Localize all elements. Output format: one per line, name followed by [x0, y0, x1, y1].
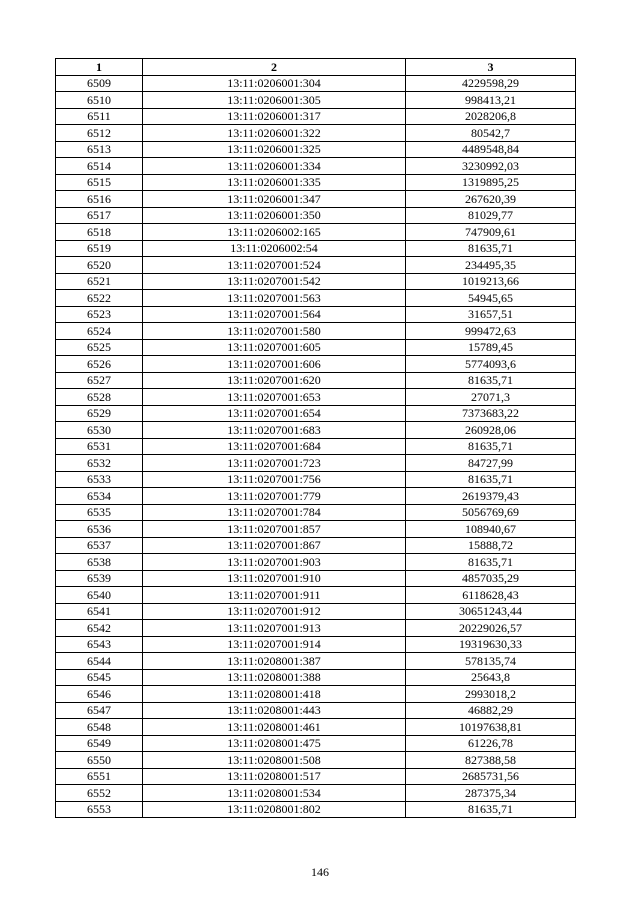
cadastral-number-cell: 13:11:0207001:620: [143, 372, 406, 389]
table-row: [56, 768, 576, 785]
row-number-cell: 6540: [56, 587, 143, 604]
row-number-cell: 6512: [56, 125, 143, 142]
cadastral-number-cell: 13:11:0207001:542: [143, 273, 406, 290]
value-cell: 81635,71: [406, 240, 576, 257]
cadastral-number-cell: 13:11:0208001:443: [143, 702, 406, 719]
table-row: [56, 801, 576, 818]
table-row: [56, 92, 576, 109]
value-cell: 998413,21: [406, 92, 576, 109]
cadastral-number-cell: 13:11:0206001:350: [143, 207, 406, 224]
value-cell: 1319895,25: [406, 174, 576, 191]
row-number-cell: 6526: [56, 356, 143, 373]
cadastral-number-cell: 13:11:0208001:461: [143, 719, 406, 736]
value-cell: 287375,34: [406, 785, 576, 802]
row-number-cell: 6536: [56, 521, 143, 538]
value-cell: 20229026,57: [406, 620, 576, 637]
row-number-cell: 6550: [56, 752, 143, 769]
value-cell: 19319630,33: [406, 636, 576, 653]
cadastral-number-cell: 13:11:0207001:684: [143, 438, 406, 455]
row-number-cell: 6545: [56, 669, 143, 686]
table-body: [56, 75, 576, 818]
table-row: [56, 158, 576, 175]
value-cell: 747909,61: [406, 224, 576, 241]
cadastral-number-cell: 13:11:0207001:654: [143, 405, 406, 422]
column-header: 3: [406, 59, 576, 76]
table-row: [56, 554, 576, 571]
cadastral-number-cell: 13:11:0207001:911: [143, 587, 406, 604]
value-cell: 267620,39: [406, 191, 576, 208]
cadastral-number-cell: 13:11:0207001:867: [143, 537, 406, 554]
table-row: [56, 719, 576, 736]
value-cell: 46882,29: [406, 702, 576, 719]
value-cell: 5774093,6: [406, 356, 576, 373]
table-row: [56, 471, 576, 488]
row-number-cell: 6539: [56, 570, 143, 587]
row-number-cell: 6553: [56, 801, 143, 818]
value-cell: 15789,45: [406, 339, 576, 356]
table-row: [56, 438, 576, 455]
table-header-row: [56, 59, 576, 76]
row-number-cell: 6544: [56, 653, 143, 670]
table-row: [56, 521, 576, 538]
cadastral-number-cell: 13:11:0207001:903: [143, 554, 406, 571]
row-number-cell: 6515: [56, 174, 143, 191]
cadastral-number-cell: 13:11:0207001:914: [143, 636, 406, 653]
cadastral-number-cell: 13:11:0208001:388: [143, 669, 406, 686]
row-number-cell: 6533: [56, 471, 143, 488]
data-table: [55, 58, 576, 818]
cadastral-number-cell: 13:11:0206001:317: [143, 108, 406, 125]
row-number-cell: 6513: [56, 141, 143, 158]
table-row: [56, 75, 576, 92]
row-number-cell: 6542: [56, 620, 143, 637]
table-row: [56, 174, 576, 191]
value-cell: 81635,71: [406, 438, 576, 455]
row-number-cell: 6516: [56, 191, 143, 208]
table-row: [56, 669, 576, 686]
table-row: [56, 636, 576, 653]
value-cell: 578135,74: [406, 653, 576, 670]
table-row: [56, 735, 576, 752]
table-row: [56, 488, 576, 505]
table-row: [56, 455, 576, 472]
value-cell: 27071,3: [406, 389, 576, 406]
row-number-cell: 6525: [56, 339, 143, 356]
table-row: [56, 702, 576, 719]
value-cell: 234495,35: [406, 257, 576, 274]
value-cell: 7373683,22: [406, 405, 576, 422]
row-number-cell: 6543: [56, 636, 143, 653]
cadastral-number-cell: 13:11:0207001:723: [143, 455, 406, 472]
value-cell: 54945,65: [406, 290, 576, 307]
row-number-cell: 6511: [56, 108, 143, 125]
value-cell: 81635,71: [406, 554, 576, 571]
table-row: [56, 141, 576, 158]
value-cell: 61226,78: [406, 735, 576, 752]
value-cell: 31657,51: [406, 306, 576, 323]
table-row: [56, 504, 576, 521]
value-cell: 4857035,29: [406, 570, 576, 587]
cadastral-number-cell: 13:11:0208001:387: [143, 653, 406, 670]
cadastral-number-cell: 13:11:0207001:580: [143, 323, 406, 340]
value-cell: 5056769,69: [406, 504, 576, 521]
cadastral-number-cell: 13:11:0208001:802: [143, 801, 406, 818]
cadastral-number-cell: 13:11:0206001:305: [143, 92, 406, 109]
cadastral-number-cell: 13:11:0207001:564: [143, 306, 406, 323]
table-row: [56, 240, 576, 257]
row-number-cell: 6519: [56, 240, 143, 257]
row-number-cell: 6534: [56, 488, 143, 505]
value-cell: 25643,8: [406, 669, 576, 686]
cadastral-number-cell: 13:11:0206002:54: [143, 240, 406, 257]
table-row: [56, 257, 576, 274]
page-number: 146: [311, 865, 329, 879]
row-number-cell: 6547: [56, 702, 143, 719]
table-row: [56, 653, 576, 670]
cadastral-number-cell: 13:11:0207001:912: [143, 603, 406, 620]
value-cell: 4489548,84: [406, 141, 576, 158]
cadastral-number-cell: 13:11:0206001:347: [143, 191, 406, 208]
row-number-cell: 6541: [56, 603, 143, 620]
table-row: [56, 273, 576, 290]
cadastral-number-cell: 13:11:0207001:756: [143, 471, 406, 488]
row-number-cell: 6546: [56, 686, 143, 703]
value-cell: 81635,71: [406, 372, 576, 389]
table-row: [56, 224, 576, 241]
table-row: [56, 620, 576, 637]
value-cell: 80542,7: [406, 125, 576, 142]
value-cell: 84727,99: [406, 455, 576, 472]
cadastral-number-cell: 13:11:0207001:857: [143, 521, 406, 538]
cadastral-number-cell: 13:11:0208001:534: [143, 785, 406, 802]
row-number-cell: 6535: [56, 504, 143, 521]
table-row: [56, 108, 576, 125]
cadastral-number-cell: 13:11:0207001:913: [143, 620, 406, 637]
table-row: [56, 587, 576, 604]
cadastral-number-cell: 13:11:0208001:517: [143, 768, 406, 785]
table-row: [56, 191, 576, 208]
value-cell: 2993018,2: [406, 686, 576, 703]
table-row: [56, 323, 576, 340]
table-row: [56, 207, 576, 224]
row-number-cell: 6549: [56, 735, 143, 752]
row-number-cell: 6509: [56, 75, 143, 92]
table-row: [56, 785, 576, 802]
row-number-cell: 6510: [56, 92, 143, 109]
row-number-cell: 6529: [56, 405, 143, 422]
value-cell: 1019213,66: [406, 273, 576, 290]
row-number-cell: 6523: [56, 306, 143, 323]
cadastral-number-cell: 13:11:0207001:779: [143, 488, 406, 505]
cadastral-number-cell: 13:11:0207001:683: [143, 422, 406, 439]
table-row: [56, 570, 576, 587]
cadastral-number-cell: 13:11:0207001:606: [143, 356, 406, 373]
row-number-cell: 6552: [56, 785, 143, 802]
value-cell: 81635,71: [406, 801, 576, 818]
value-cell: 30651243,44: [406, 603, 576, 620]
cadastral-number-cell: 13:11:0206001:334: [143, 158, 406, 175]
table-row: [56, 306, 576, 323]
row-number-cell: 6537: [56, 537, 143, 554]
row-number-cell: 6527: [56, 372, 143, 389]
cadastral-number-cell: 13:11:0207001:784: [143, 504, 406, 521]
value-cell: 3230992,03: [406, 158, 576, 175]
row-number-cell: 6528: [56, 389, 143, 406]
table-row: [56, 389, 576, 406]
row-number-cell: 6531: [56, 438, 143, 455]
value-cell: 15888,72: [406, 537, 576, 554]
row-number-cell: 6548: [56, 719, 143, 736]
cadastral-number-cell: 13:11:0207001:605: [143, 339, 406, 356]
row-number-cell: 6521: [56, 273, 143, 290]
table-row: [56, 356, 576, 373]
cadastral-number-cell: 13:11:0207001:910: [143, 570, 406, 587]
row-number-cell: 6524: [56, 323, 143, 340]
value-cell: 2685731,56: [406, 768, 576, 785]
row-number-cell: 6551: [56, 768, 143, 785]
table-row: [56, 290, 576, 307]
table-row: [56, 339, 576, 356]
value-cell: 260928,06: [406, 422, 576, 439]
table-row: [56, 125, 576, 142]
column-header: 1: [56, 59, 143, 76]
row-number-cell: 6520: [56, 257, 143, 274]
row-number-cell: 6514: [56, 158, 143, 175]
row-number-cell: 6538: [56, 554, 143, 571]
value-cell: 2619379,43: [406, 488, 576, 505]
row-number-cell: 6517: [56, 207, 143, 224]
row-number-cell: 6532: [56, 455, 143, 472]
value-cell: 4229598,29: [406, 75, 576, 92]
table-row: [56, 537, 576, 554]
cadastral-number-cell: 13:11:0207001:653: [143, 389, 406, 406]
table-row: [56, 603, 576, 620]
value-cell: 10197638,81: [406, 719, 576, 736]
cadastral-number-cell: 13:11:0206001:304: [143, 75, 406, 92]
cadastral-number-cell: 13:11:0207001:563: [143, 290, 406, 307]
cadastral-number-cell: 13:11:0208001:508: [143, 752, 406, 769]
table-row: [56, 752, 576, 769]
table-row: [56, 372, 576, 389]
value-cell: 81635,71: [406, 471, 576, 488]
value-cell: 999472,63: [406, 323, 576, 340]
row-number-cell: 6522: [56, 290, 143, 307]
cadastral-number-cell: 13:11:0206002:165: [143, 224, 406, 241]
row-number-cell: 6530: [56, 422, 143, 439]
table-row: [56, 686, 576, 703]
value-cell: 827388,58: [406, 752, 576, 769]
value-cell: 81029,77: [406, 207, 576, 224]
cadastral-number-cell: 13:11:0208001:418: [143, 686, 406, 703]
value-cell: 2028206,8: [406, 108, 576, 125]
row-number-cell: 6518: [56, 224, 143, 241]
table-row: [56, 405, 576, 422]
value-cell: 108940,67: [406, 521, 576, 538]
cadastral-number-cell: 13:11:0208001:475: [143, 735, 406, 752]
column-header: 2: [143, 59, 406, 76]
cadastral-number-cell: 13:11:0207001:524: [143, 257, 406, 274]
cadastral-number-cell: 13:11:0206001:325: [143, 141, 406, 158]
table-row: [56, 422, 576, 439]
cadastral-number-cell: 13:11:0206001:322: [143, 125, 406, 142]
cadastral-number-cell: 13:11:0206001:335: [143, 174, 406, 191]
value-cell: 6118628,43: [406, 587, 576, 604]
